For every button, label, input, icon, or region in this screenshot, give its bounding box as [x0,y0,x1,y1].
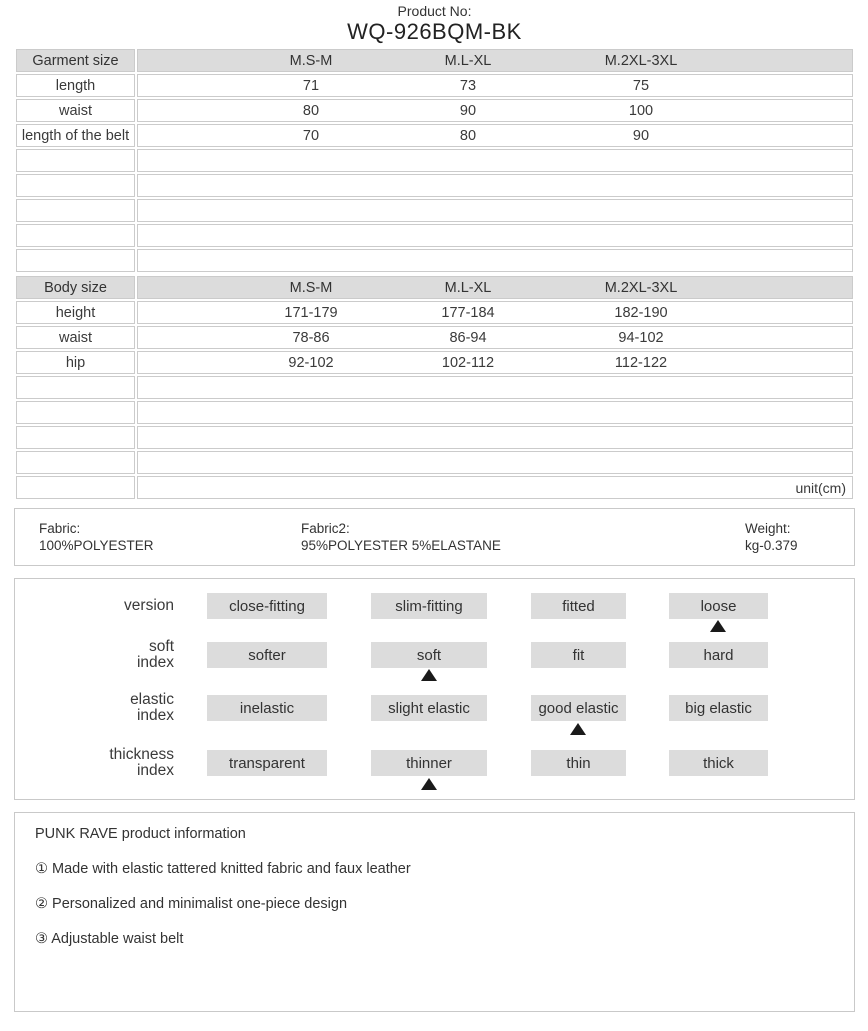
attribute-matrix-box [14,578,855,800]
cell-value: 70 [302,127,320,144]
attribute-option: inelastic [207,695,327,721]
cell-value: 177-184 [441,304,495,321]
cell-value: 90 [459,102,477,119]
row-label: length of the belt [16,124,135,147]
cell-value: 73 [459,77,477,94]
table-row [16,124,853,147]
size-col-header: M.S-M [289,52,333,69]
table-row [16,74,853,97]
size-col-header: M.L-XL [444,52,492,69]
attribute-option-selected: good elastic [531,695,626,721]
cell-value: 86-94 [449,329,487,346]
fabric2-value: 95%POLYESTER 5%ELASTANE [301,538,501,553]
cell-value: 171-179 [284,304,338,321]
empty-row [16,249,853,272]
garment-table-title: Garment size [16,49,135,72]
body-table-size-headers [137,276,853,299]
fabric2-label: Fabric2: [301,521,350,536]
attribute-option: big elastic [669,695,768,721]
size-chart-sheet [14,0,855,1012]
attribute-option: thick [669,750,768,776]
empty-row [16,149,853,172]
row-label: waist [16,326,135,349]
size-col-header: M.2XL-3XL [604,279,678,296]
attribute-option: hard [669,642,768,668]
row-label: length [16,74,135,97]
info-item: ② Personalized and minimalist one-piece design [35,896,348,912]
empty-row [16,174,853,197]
row-label: hip [16,351,135,374]
selected-marker-icon [710,620,726,632]
empty-row [16,401,853,424]
selected-marker-icon [421,778,437,790]
selected-marker-icon [421,669,437,681]
title-block [14,3,855,45]
cell-value: 78-86 [292,329,330,346]
attribute-option: fit [531,642,626,668]
attribute-row-label-soft-index: soft index [136,638,174,671]
selected-marker-icon [570,723,586,735]
cell-value: 80 [459,127,477,144]
cell-value: 75 [632,77,650,94]
attribute-option: slight elastic [371,695,487,721]
fabric1-label: Fabric: [39,521,81,536]
cell-value: 71 [302,77,320,94]
empty-row [16,224,853,247]
cell-value: 94-102 [618,329,664,346]
row-label: height [16,301,135,324]
attribute-option: transparent [207,750,327,776]
body-table-title: Body size [16,276,135,299]
size-col-header: M.2XL-3XL [604,52,678,69]
table-row [16,326,853,349]
weight-value: kg-0.379 [745,538,798,553]
fabric2-block [301,520,501,554]
cell-value: 102-112 [441,354,495,371]
garment-size-table [14,47,855,274]
attribute-option: softer [207,642,327,668]
fabric-info-box [14,508,855,566]
empty-row [16,199,853,222]
attribute-option: slim-fitting [371,593,487,619]
info-item: ③ Adjustable waist belt [35,931,184,947]
table-row [16,351,853,374]
cell-value: 90 [632,127,650,144]
attribute-option-selected: loose [669,593,768,619]
product-no-label: Product No: [397,3,472,19]
info-item: ① Made with elastic tattered knitted fabric and faux leather [35,861,411,877]
attribute-row-label-elastic-index: elastic index [130,691,174,724]
product-info-box [14,812,855,1012]
size-col-header: M.S-M [289,279,333,296]
attribute-option: thin [531,750,626,776]
cell-value: 182-190 [614,304,668,321]
body-table-header-row [16,276,853,299]
unit-note: unit(cm) [137,476,853,499]
empty-row [16,426,853,449]
cell-value: 80 [302,102,320,119]
size-col-header: M.L-XL [444,279,492,296]
empty-row [16,451,853,474]
attribute-row-label-version: version [124,597,174,614]
attribute-option-selected: thinner [371,750,487,776]
cell-value: 92-102 [288,354,334,371]
garment-table-header-row [16,49,853,72]
table-row [16,301,853,324]
cell-value: 100 [628,102,654,119]
table-row [16,99,853,122]
weight-label: Weight: [745,521,791,536]
info-title: PUNK RAVE product information [35,826,246,842]
attribute-option: fitted [531,593,626,619]
body-size-table [14,274,855,501]
cell-value: 112-122 [614,354,668,371]
empty-row [16,376,853,399]
unit-row [16,476,853,499]
attribute-option-selected: soft [371,642,487,668]
attribute-option: close-fitting [207,593,327,619]
product-number: WQ-926BQM-BK [347,19,522,44]
row-label: waist [16,99,135,122]
weight-block [745,520,798,554]
fabric1-block [39,520,154,554]
fabric1-value: 100%POLYESTER [39,538,154,553]
garment-table-size-headers [137,49,853,72]
attribute-row-label-thickness-index: thickness index [109,746,174,779]
